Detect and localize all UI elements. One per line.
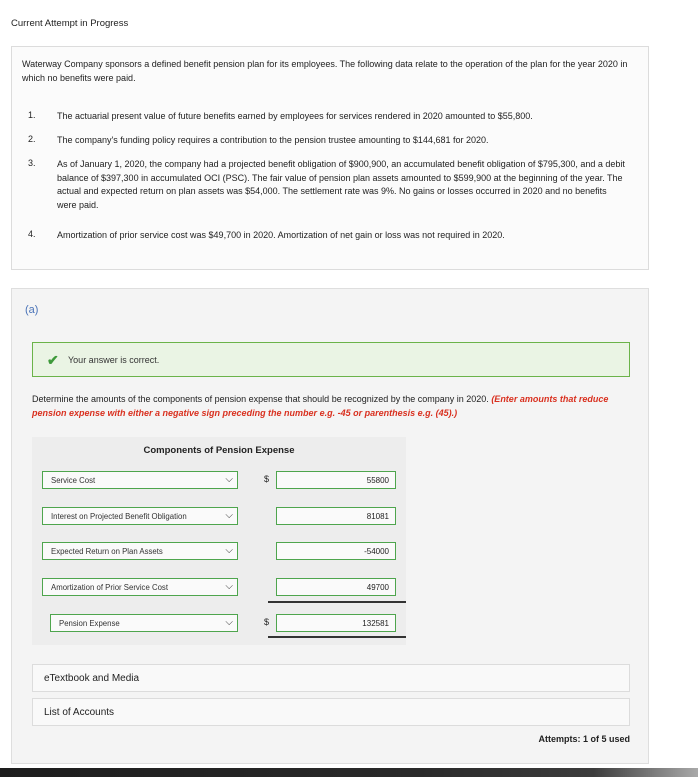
component-select-service-cost[interactable]	[42, 471, 238, 489]
item-number: 1.	[28, 110, 36, 120]
select-value: Interest on Projected Benefit Obligation	[51, 512, 187, 521]
chevron-down-icon: ⌵	[225, 510, 233, 521]
select-value: Pension Expense	[59, 619, 120, 628]
select-value: Expected Return on Plan Assets	[51, 547, 163, 556]
chevron-down-icon: ⌵	[225, 545, 233, 556]
chevron-down-icon: ⌵	[225, 474, 233, 485]
item-text: The company's funding policy requires a contribution to the pension trustee amounting to $144,681 for 2020.	[57, 135, 489, 145]
part-a-section	[11, 288, 649, 764]
dollar-sign: $	[264, 474, 270, 484]
component-select-amortization[interactable]	[42, 578, 238, 596]
amount-input[interactable]: 55800	[276, 471, 396, 489]
checkmark-icon: ✔	[47, 352, 59, 368]
link-label: eTextbook and Media	[44, 673, 140, 684]
correct-message: Your answer is correct.	[68, 355, 160, 365]
item-number: 3.	[28, 158, 36, 168]
total-rule	[268, 636, 406, 638]
select-value: Amortization of Prior Service Cost	[51, 583, 168, 592]
dollar-sign: $	[264, 617, 270, 627]
item-text: As of January 1, 2020, the company had a projected benefit obligation of $900,900, an accumulated benefit obligation of $795,300, and a debit balance of $397,300 in accumulated OCI (PSC). The fair value of pension plan assets amounted to $599,900 at the beginning of the year. The actual and expected return on plan assets was $54,000. The settlement rate was 9%. No gains or losses occurred in 2020 and no benefits were paid.	[57, 159, 625, 210]
attempt-status: Current Attempt in Progress	[11, 18, 129, 29]
amount-input[interactable]: 49700	[276, 578, 396, 596]
problem-statement	[11, 46, 649, 270]
select-value: Service Cost	[51, 476, 96, 485]
chevron-down-icon: ⌵	[225, 581, 233, 592]
amount-input[interactable]: -54000	[276, 542, 396, 560]
question-instruction	[32, 392, 632, 420]
instruction-note: (Enter amounts that reduce pension expense with either a negative sign preceding the number e.g. -45 or parenthesis e.g. (45).)	[32, 394, 609, 418]
list-of-accounts-link[interactable]	[32, 698, 630, 726]
attempts-counter: Attempts: 1 of 5 used	[538, 734, 630, 744]
item-number: 2.	[28, 134, 36, 144]
etextbook-link[interactable]	[32, 664, 630, 692]
amount-input[interactable]: 132581	[276, 614, 396, 632]
item-text: Amortization of prior service cost was $49,700 in 2020. Amortization of net gain or loss was not required in 2020.	[57, 230, 505, 240]
instruction-text: Determine the amounts of the components of pension expense that should be recognized by the company in 2020.	[32, 394, 489, 404]
amount-input[interactable]: 81081	[276, 507, 396, 525]
subtotal-rule	[268, 601, 406, 603]
component-select-interest[interactable]	[42, 507, 238, 525]
component-select-pension-expense[interactable]	[50, 614, 238, 632]
item-text: The actuarial present value of future benefits earned by employees for services rendered in 2020 amounted to $55,800.	[57, 111, 533, 121]
chevron-down-icon: ⌵	[225, 617, 233, 628]
pension-expense-table	[32, 437, 406, 645]
table-title: Components of Pension Expense	[143, 445, 295, 456]
problem-intro: Waterway Company sponsors a defined benefit pension plan for its employees. The following data relate to the operation of the plan for the year 2020 in which no benefits were paid.	[22, 59, 628, 83]
bottom-bar	[0, 768, 698, 777]
part-label: (a)	[25, 304, 39, 316]
item-number: 4.	[28, 229, 36, 239]
component-select-expected-return[interactable]	[42, 542, 238, 560]
correct-answer-banner	[32, 342, 630, 377]
link-label: List of Accounts	[44, 707, 115, 718]
